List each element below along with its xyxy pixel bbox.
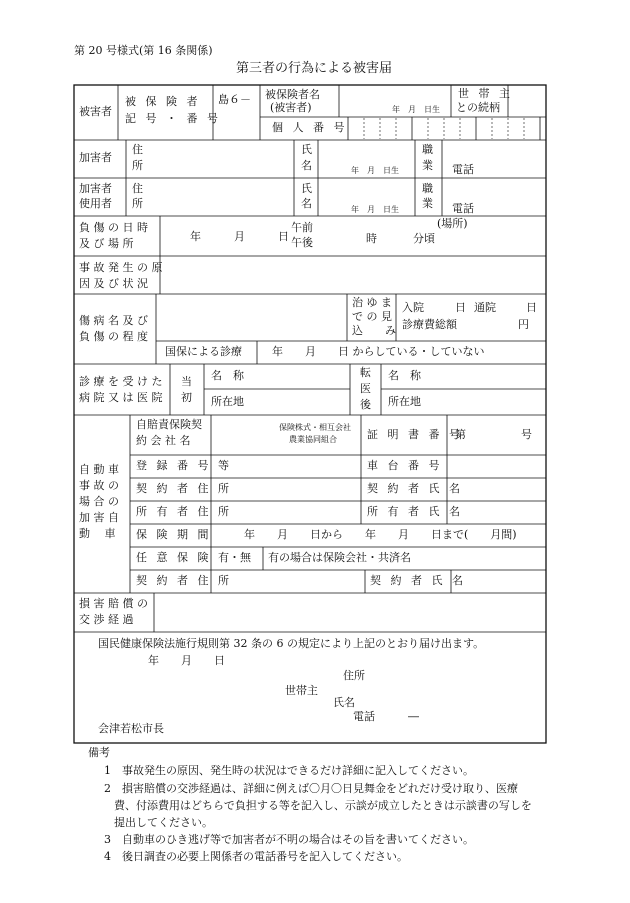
insured-name-label-2: (被害者) — [270, 101, 312, 114]
assailant-job-label: 職 — [422, 143, 433, 156]
accident-cause-label-2: 因 及 び 状 況 — [79, 277, 148, 290]
user-phone-label: 電話 — [452, 202, 474, 215]
compensation-label: 損 害 賠 償 の — [79, 597, 148, 610]
declaration-name-label: 氏名 — [333, 696, 355, 709]
optional-insurance-note: 有の場合は保険会社・共済名 — [268, 551, 411, 564]
outpatient-days: 日 — [526, 301, 537, 314]
user-label: 加害者 — [79, 182, 112, 195]
injury-am: 午前 — [291, 221, 313, 234]
style-number: 第 20 号様式(第 16 条関係) — [74, 44, 213, 57]
user-job-label-2: 業 — [422, 197, 433, 210]
household-relation-label: 世 帯 主 — [458, 87, 513, 100]
company-type-1: 保険株式・相互会社 — [279, 423, 351, 432]
disease-label: 傷 病 名 及 び — [79, 314, 148, 327]
victim-birth: 年 月 日生 — [392, 105, 440, 114]
notes-title: 備考 — [88, 746, 110, 759]
insurance-period-value[interactable]: 年 月 日から 年 月 日まで( 月間) — [244, 528, 517, 541]
declaration-address-label: 住所 — [343, 669, 365, 682]
cmpi-company-label-2: 約 会 社 名 — [136, 434, 191, 447]
personal-number-label: 個 人 番 号 — [272, 121, 348, 134]
assailant-name-label-2: 名 — [301, 159, 312, 172]
insurance-number-label-2: 記 号 ・ 番 号 — [125, 112, 221, 125]
assailant-job-label-2: 業 — [422, 159, 433, 172]
assailant-birth: 年 月 日生 — [351, 166, 399, 175]
healing-label-3: 込 み — [352, 324, 396, 337]
car-section-label-4: 加 害 自 — [79, 511, 119, 524]
medical-fee-label: 診療費総額 — [402, 318, 457, 331]
medical-fee-yen: 円 — [518, 318, 529, 331]
optional-insurance-label: 任 意 保 険 — [136, 551, 212, 564]
initial-hospital-name-label: 名 称 — [211, 369, 244, 382]
transfer-label-2: 医 — [360, 382, 371, 395]
note-item: 2 損害賠償の交渉経過は、詳細に例えば〇月〇日見舞金をどれだけ受け取り、医療 — [104, 782, 518, 795]
initial-label-2: 初 — [181, 391, 192, 404]
injury-pm: 午後 — [291, 236, 313, 249]
outpatient-label: 通院 — [474, 301, 496, 314]
healing-label-2: で の 見 — [352, 310, 392, 323]
inpatient-label: 入院 — [402, 301, 424, 314]
nhi-treatment-value[interactable]: 年 月 日 からしている・していない — [272, 345, 485, 358]
insured-name-label: 被保険者名 — [265, 88, 320, 101]
chassis-number-label: 車 台 番 号 — [367, 459, 443, 472]
transfer-label: 転 — [360, 366, 371, 379]
car-section-label: 自 動 車 — [79, 463, 119, 476]
insurance-number-value[interactable]: 島６－ — [218, 93, 251, 106]
contractor-name-label-2: 契 約 者 氏 名 — [370, 574, 466, 587]
contractor-address-label: 契 約 者 住 所 — [136, 482, 232, 495]
initial-label: 当 — [181, 375, 192, 388]
contractor-address-label-2: 契 約 者 住 所 — [136, 574, 232, 587]
injury-place-label: (場所) — [437, 217, 468, 230]
declaration-text: 国民健康保険法施行規則第 32 条の 6 の規定により上記のとおり届け出ます。 — [98, 637, 485, 650]
transfer-hospital-name-label: 名 称 — [388, 369, 421, 382]
note-item: 3 自動車のひき逃げ等で加害者が不明の場合はその旨を書いてください。 — [104, 833, 474, 846]
note-item: 費、付添費用はどちらで負担する等を記入し、示談が成立したときは示談書の写しを — [114, 799, 532, 812]
assailant-address-label: 住 — [132, 143, 143, 156]
user-address-label: 住 — [132, 182, 143, 195]
user-address-label-2: 所 — [132, 197, 143, 210]
assailant-label: 加害者 — [79, 151, 112, 164]
injury-datetime-label: 負 傷 の 日 時 — [79, 221, 148, 234]
compensation-label-2: 交 渉 経 過 — [79, 613, 134, 626]
user-label-2: 使用者 — [79, 197, 112, 210]
household-relation-label-2: との続柄 — [456, 101, 500, 114]
certificate-number-label: 証 明 書 番 号 — [367, 428, 463, 441]
initial-hospital-address-label: 所在地 — [211, 395, 244, 408]
injury-hour: 時 — [366, 232, 377, 245]
note-item: 提出してください。 — [114, 816, 213, 829]
inpatient-days: 日 — [455, 301, 466, 314]
user-job-label: 職 — [422, 182, 433, 195]
insurance-number-label: 被 保 険 者 — [125, 95, 201, 108]
nhi-treatment-label: 国保による診療 — [165, 345, 242, 358]
owner-address-label: 所 有 者 住 所 — [136, 505, 232, 518]
injury-datetime-label-2: 及 び 場 所 — [79, 237, 134, 250]
declaration-date[interactable]: 年 月 日 — [148, 654, 225, 667]
certificate-number-value[interactable]: 第 号 — [455, 428, 532, 441]
hospital-label-2: 病 院 又 は 医 院 — [79, 391, 163, 404]
owner-name-label: 所 有 者 氏 名 — [367, 505, 463, 518]
note-item: 4 後日調査の必要上関係者の電話番号を記入してください。 — [104, 850, 408, 863]
victim-label: 被害者 — [79, 105, 112, 118]
assailant-name-label: 氏 — [301, 143, 312, 156]
injury-date[interactable]: 年 月 日 — [190, 230, 289, 243]
hospital-label: 診 療 を 受 け た — [79, 375, 163, 388]
healing-label: 治 ゆ ま — [352, 296, 392, 309]
user-name-label-2: 名 — [301, 197, 312, 210]
transfer-hospital-address-label: 所在地 — [388, 395, 421, 408]
declaration-phone-label: 電話 ― — [353, 710, 419, 723]
mayor-address: 会津若松市長 — [98, 722, 164, 735]
disease-label-2: 負 傷 の 程 度 — [79, 330, 148, 343]
car-section-label-2: 事 故 の — [79, 479, 119, 492]
note-item: 1 事故発生の原因、発生時の状況はできるだけ詳細に記入してください。 — [104, 764, 474, 777]
transfer-label-3: 後 — [360, 398, 371, 411]
assailant-address-label-2: 所 — [132, 159, 143, 172]
car-section-label-3: 場 合 の — [79, 495, 119, 508]
contractor-name-label: 契 約 者 氏 名 — [367, 482, 463, 495]
user-name-label: 氏 — [301, 182, 312, 195]
injury-minute: 分頃 — [413, 232, 435, 245]
assailant-phone-label: 電話 — [452, 163, 474, 176]
cmpi-company-label: 自賠責保険契 — [136, 418, 202, 431]
form-title: 第三者の行為による被害届 — [236, 61, 393, 76]
insurance-period-label: 保 険 期 間 — [136, 528, 212, 541]
declaration-household-label: 世帯主 — [285, 684, 318, 697]
optional-insurance-value[interactable]: 有・無 — [218, 551, 251, 564]
registration-number-label: 登 録 番 号 等 — [136, 459, 232, 472]
accident-cause-label: 事 故 発 生 の 原 — [79, 261, 163, 274]
user-birth: 年 月 日生 — [351, 205, 399, 214]
car-section-label-5: 動 車 — [79, 527, 116, 540]
company-type-2: 農業協同組合 — [289, 435, 337, 444]
